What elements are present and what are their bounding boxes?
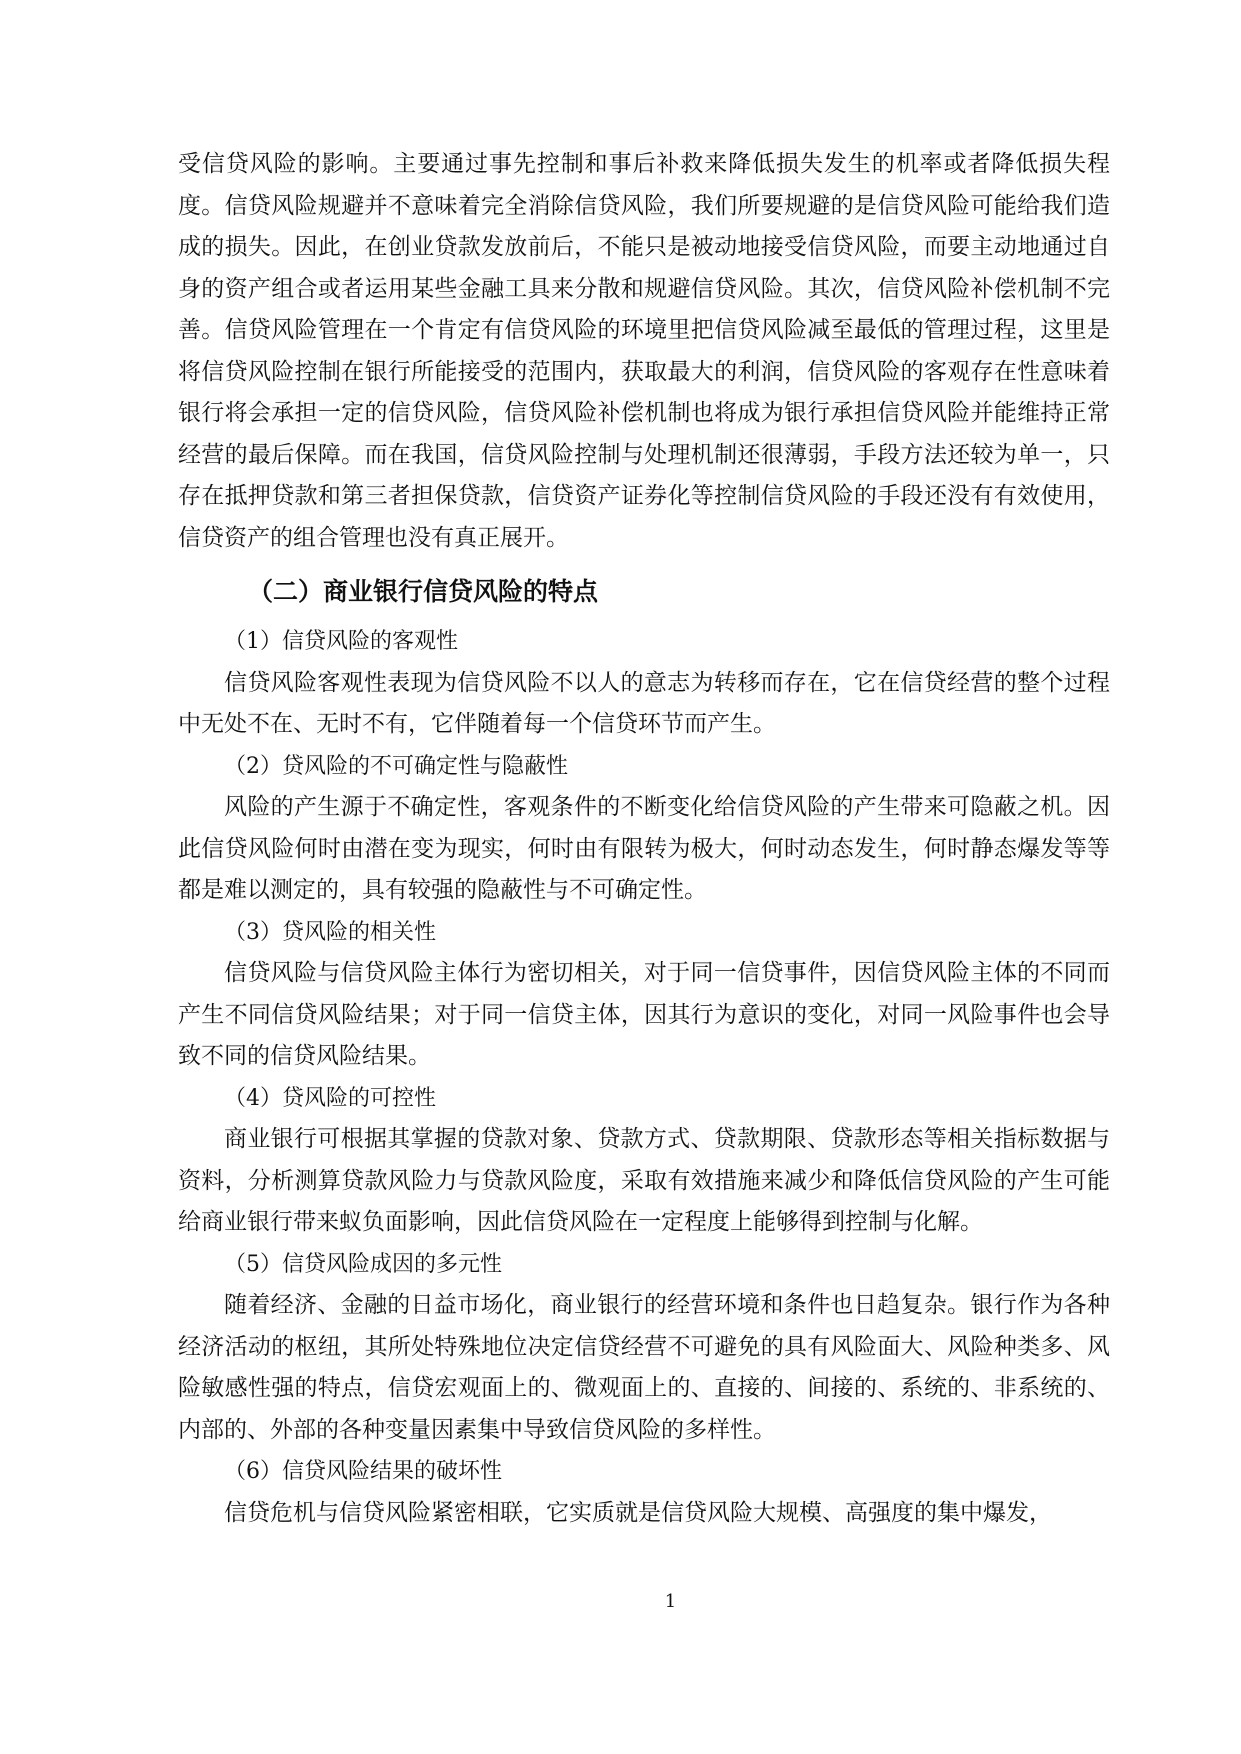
item-body-1: 信贷风险客观性表现为信贷风险不以人的意志为转移而存在，它在信贷经营的整个过程中无处不在、无时不有，它伴随着每一个信贷环节而产生。 — [178, 669, 1110, 737]
item-title-6: （6）信贷风险结果的破坏性 — [224, 1459, 502, 1484]
item-title-2: （2）贷风险的不可确定性与隐蔽性 — [224, 753, 568, 779]
section-heading: （二）商业银行信贷风险的特点 — [248, 577, 599, 606]
page-number: 1 — [664, 1591, 677, 1612]
page-content — [178, 144, 1110, 1534]
item-title-3: （3）贷风险的相关性 — [224, 919, 436, 945]
item-title-5: （5）信贷风险成因的多元性 — [224, 1251, 502, 1277]
item-body-3: 信贷风险与信贷风险主体行为密切相关，对于同一信贷事件，因信贷风险主体的不同而产生不同信贷风险结果；对于同一信贷主体，因其行为意识的变化，对同一风险事件也会导致不同的信贷风险结果。 — [178, 960, 1110, 1069]
item-title-1: （1）信贷风险的客观性 — [224, 629, 458, 654]
item-title-4: （4）贷风险的可控性 — [224, 1085, 436, 1111]
item-body-2: 风险的产生源于不确定性，客观条件的不断变化给信贷风险的产生带来可隐蔽之机。因此信贷风险何时由潜在变为现实，何时由有限转为极大，何时动态发生，何时静态爆发等等都是难以测定的，具有较强的隐蔽性与不可确定性。 — [178, 794, 1110, 903]
item-body-5: 随着经济、金融的日益市场化，商业银行的经营环境和条件也日趋复杂。银行作为各种经济活动的枢纽，其所处特殊地位决定信贷经营不可避免的具有风险面大、风险种类多、风险敏感性强的特点，信贷宏观面上的、微观面上的、直接的、间接的、系统的、非系统的、内部的、外部的各种变量因素集中导致信贷风险的多样性。 — [178, 1292, 1110, 1443]
intro-paragraph: 受信贷风险的影响。主要通过事先控制和事后补救来降低损失发生的机率或者降低损失程度。信贷风险规避并不意味着完全消除信贷风险，我们所要规避的是信贷风险可能给我们造成的损失。因此，在创业贷款发放前后，不能只是被动地接受信贷风险，而要主动地通过自身的资产组合或者运用某些金融工具来分散和规避信贷风险。其次，信贷风险补偿机制不完善。信贷风险管理在一个肯定有信贷风险的环境里把信贷风险减至最低的管理过程，这里是将信贷风险控制在银行所能接受的范围内，获取最大的利润，信贷风险的客观存在性意味着银行将会承担一定的信贷风险，信贷风险补偿机制也将成为银行承担信贷风险并能维持正常经营的最后保障。而在我国，信贷风险控制与处理机制还很薄弱，手段方法还较为单一，只存在抵押贷款和第三者担保贷款，信贷资产证券化等控制信贷风险的手段还没有有效使用，信贷资产的组合管理也没有真正展开。 — [178, 151, 1110, 551]
item-body-6: 信贷危机与信贷风险紧密相联，它实质就是信贷风险大规模、高强度的集中爆发， — [224, 1499, 1052, 1526]
item-body-4: 商业银行可根据其掌握的贷款对象、贷款方式、贷款期限、贷款形态等相关指标数据与资料，分析测算贷款风险力与贷款风险度，采取有效措施来减少和降低信贷风险的产生可能给商业银行带来蚁负面影响，因此信贷风险在一定程度上能够得到控制与化解。 — [178, 1126, 1110, 1235]
